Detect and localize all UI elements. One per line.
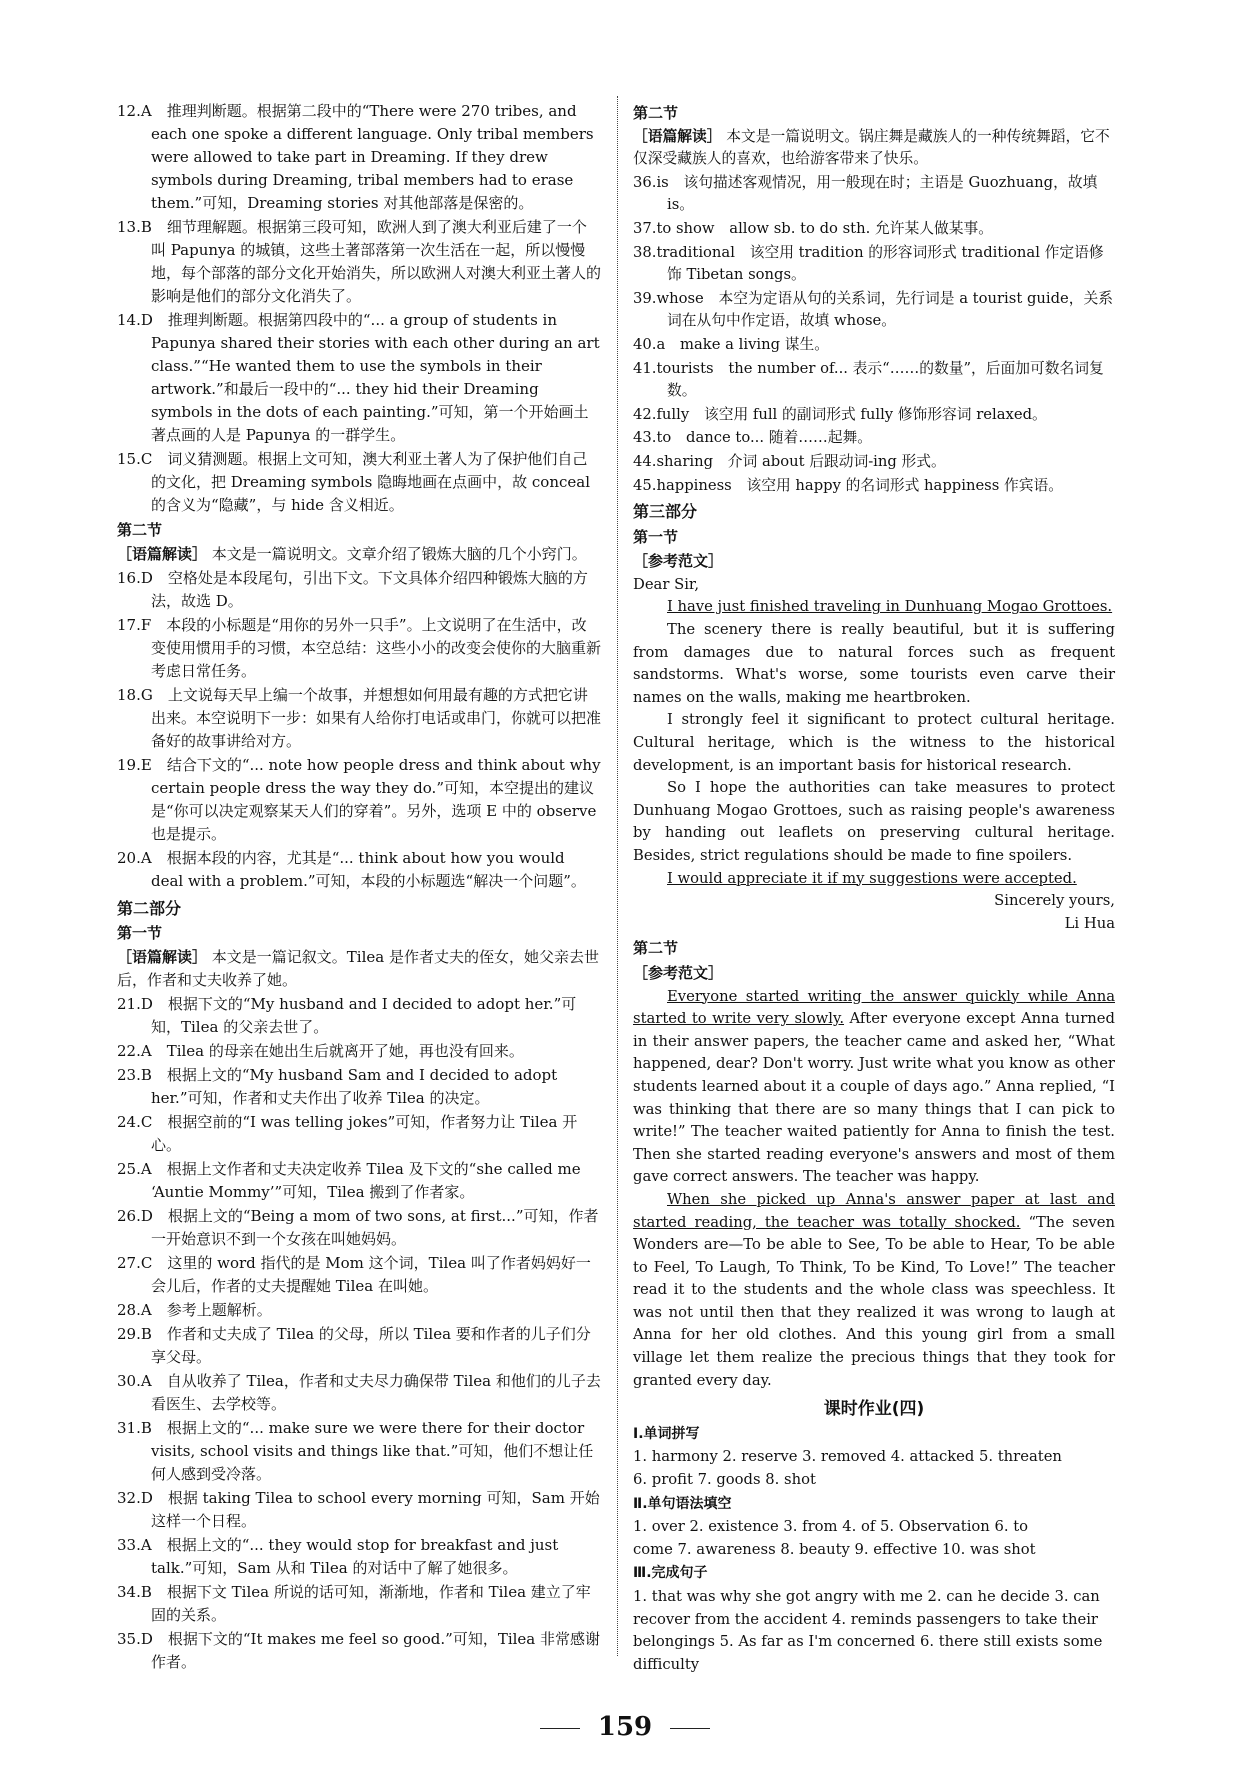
answer-number: 24.C [117, 1113, 153, 1131]
answer-explanation: 根据下文的“It makes me feel so good.”可知，Tilea 非常感谢作者。 [151, 1630, 601, 1671]
answer-number: 42.fully [633, 405, 690, 423]
interpretation-text: 本文是一篇说明文。锅庄舞是藏族人的一种传统舞蹈，它不仅深受藏族人的喜欢，也给游客带来了快乐。 [633, 127, 1110, 168]
answer-item [633, 334, 1115, 357]
answer-item [633, 404, 1115, 427]
answer-explanation: 本段的小标题是“用你的另外一只手”。上文说明了在生活中，改变使用惯用手的习惯，本空总结：这些小小的改变会使你的大脑重新考虑日常任务。 [151, 616, 602, 680]
answer-number: 23.B [117, 1066, 152, 1084]
answer-number: 28.A [117, 1301, 152, 1319]
answer-item [117, 1158, 601, 1204]
story-text: “The seven Wonders are—To be able to See, To be able to Hear, To be able to Feel, To Laugh, To Think, To be Kind, To Love!” The teacher read it to the students and the whole class was speechless. It was not until then that they realized it was wrong to laugh at Anna for her old clothes. And this young girl from a small village let them realize the precious things that they took for granted every day. [633, 1213, 1115, 1389]
answer-number: 36.is [633, 173, 669, 191]
answer-number: 18.G [117, 686, 153, 704]
answer-group-grammar [633, 172, 1115, 497]
answer-item [633, 475, 1115, 498]
letter-closing: Sincerely yours, [994, 892, 1115, 910]
answer-number: 34.B [117, 1583, 152, 1601]
answer-item [117, 1323, 601, 1369]
homework-section-title: Ⅱ.单句语法填空 [633, 1495, 732, 1512]
answer-explanation: 介词 about 后跟动词-ing 形式。 [727, 452, 946, 470]
homework-answer-text: 1. that was why she got angry with me 2. can he decide 3. can recover from the accident 4. reminds passengers to take their belongings 5. As far as I'm concerned 6. there still exists some difficulty [633, 1588, 1103, 1673]
answer-item [117, 1581, 601, 1627]
answer-item [117, 847, 601, 893]
answer-group-seven-choose-five [117, 567, 601, 893]
answer-number: 37.to show [633, 219, 715, 237]
homework-answer-line: 1. harmony 2. reserve 3. removed 4. attacked 5. threaten [633, 1448, 1062, 1466]
answer-number: 22.A [117, 1042, 152, 1060]
interpretation-text: 本文是一篇记叙文。Tilea 是作者丈夫的侄女，她父亲去世后，作者和丈夫收养了她。 [117, 948, 599, 989]
answer-explanation: 细节理解题。根据第三段可知，欧洲人到了澳大利亚后建了一个叫 Papunya 的城镇，这些土著部落第一次生活在一起，所以慢慢地，每个部落的部分文化开始消失，所以欧洲人对澳大利亚土著人的影响是他们的部分文化消失了。 [151, 218, 602, 305]
answer-explanation: 推理判断题。根据第四段中的“... a group of students in Papunya shared their stories with each other during an art class.”“He wanted them to use the symbols in their artwork.”和最后一段中的“... they hid their Dreaming symbols in the dots of each painting.”可知，第一个开始画土著点画的人是 Papunya 的一群学生。 [151, 311, 600, 444]
interpretation-text: 本文是一篇说明文。文章介绍了锻炼大脑的几个小窍门。 [211, 545, 587, 563]
answer-item [633, 358, 1115, 403]
answer-number: 32.D [117, 1489, 153, 1507]
answer-explanation: 该句描述客观情况，用一般现在时；主语是 Guozhuang，故填 is。 [667, 173, 1098, 214]
answer-explanation: allow sb. to do sth. 允许某人做某事。 [729, 219, 993, 237]
section-heading: 第二节 [633, 104, 679, 122]
answer-explanation: 作者和丈夫成了 Tilea 的父母，所以 Tilea 要和作者的儿子们分享父母。 [151, 1325, 591, 1366]
letter-first-sentence [633, 596, 1115, 619]
answer-explanation: Tilea 的母亲在她出生后就离开了她，再也没有回来。 [166, 1042, 524, 1060]
answer-item [633, 242, 1115, 287]
answer-number: 25.A [117, 1160, 152, 1178]
letter-paragraph: The scenery there is really beautiful, but it is suffering from damages due to natural forces such as frequent sandstorms. What's worse, some tourists even carve their names on the walls, making me heartbroken. [633, 621, 1115, 706]
letter-last-sentence [633, 868, 1115, 891]
part-heading: 第二部分 [117, 899, 182, 918]
passage-interpretation [117, 543, 601, 566]
answer-item [117, 1252, 601, 1298]
answer-explanation: 根据上文的“Being a mom of two sons, at first...”可知，作者一开始意识不到一个女孩在叫她妈妈。 [151, 1207, 599, 1248]
answer-explanation: 该空用 tradition 的形容词形式 traditional 作定语修饰 Tibetan songs。 [667, 243, 1104, 284]
story-text: After everyone except Anna turned in their answer papers, the teacher came and asked her, “What happened, dear? Don't worry. Just write what you know as other students learned about it a couple of days ago.” Anna replied, “I was thinking that there are so many things that I can pick to write!” The teacher waited patiently for Anna to finish the test. Then she started reading everyone's answers and most of them gave correct answers. The teacher was happy. [633, 1010, 1115, 1186]
answer-number: 29.B [117, 1325, 152, 1343]
answer-item [633, 218, 1115, 241]
section-heading: 第二节 [633, 939, 679, 958]
letter-paragraph: So I hope the authorities can take measures to protect Dunhuang Mogao Grottoes, such as raising people's awareness by handing out leaflets on preserving cultural heritage. Besides, strict regulations should be made to fine spoilers. [633, 779, 1115, 864]
answer-item [117, 1111, 601, 1157]
answer-explanation: make a living 谋生。 [680, 335, 829, 353]
answer-explanation: 根据下文的“My husband and I decided to adopt her.”可知，Tilea 的父亲去世了。 [151, 995, 577, 1036]
answer-item [117, 1417, 601, 1486]
left-column [117, 100, 601, 1675]
answer-explanation: 自从收养了 Tilea，作者和丈夫尽力确保带 Tilea 和他们的儿子去看医生、去学校等。 [151, 1372, 601, 1413]
answer-number: 41.tourists [633, 359, 714, 377]
answer-explanation: 根据上文的“... make sure we were there for their doctor visits, school visits and things like that.”可知，他们不想让任何人感到受冷落。 [151, 1419, 594, 1483]
answer-number: 45.happiness [633, 476, 732, 494]
underlined-sentence: Everyone started writing the answer quickly while Anna started to write very slowly. [633, 987, 1115, 1028]
homework-section-title: Ⅰ.单词拼写 [633, 1425, 700, 1442]
answer-number: 30.A [117, 1372, 152, 1390]
story-paragraph [633, 986, 1115, 1189]
answer-number: 43.to [633, 429, 672, 447]
answer-number: 31.B [117, 1419, 152, 1437]
answer-explanation: 推理判断题。根据第二段中的“There were 270 tribes, and each one spoke a different language. Only tribal members were allowed to take part in Dreaming. If they drew symbols during Dreaming, tribal members had to erase them.”可知，Dreaming stories 对其他部落是保密的。 [151, 102, 594, 212]
story-paragraph [633, 1189, 1115, 1392]
interpretation-tag: ［语篇解读］ [633, 127, 722, 145]
answer-item [117, 1040, 601, 1063]
answer-number: 17.F [117, 616, 152, 634]
answer-number: 35.D [117, 1630, 153, 1648]
answer-number: 26.D [117, 1207, 153, 1225]
section-heading: 第二节 [117, 521, 163, 539]
letter-paragraph: I strongly feel it significant to protect cultural heritage. Cultural heritage, which is the witness to the historical development, is an important basis for historical research. [633, 711, 1115, 774]
answer-item [633, 451, 1115, 474]
column-divider [617, 96, 618, 1656]
answer-item [117, 993, 601, 1039]
section-heading: 第一节 [117, 924, 163, 942]
answer-explanation: 根据本段的内容，尤其是“... think about how you would deal with a problem.”可知，本段的小标题选“解决一个问题”。 [151, 849, 586, 890]
homework-section-title: Ⅲ.完成句子 [633, 1565, 708, 1582]
answer-item [633, 427, 1115, 450]
answer-item [117, 1534, 601, 1580]
answer-explanation: 空格处是本段尾句，引出下文。下文具体介绍四种锻炼大脑的方法，故选 D。 [151, 569, 588, 610]
homework-answer-line: come 7. awareness 8. beauty 9. effective 10. was shot [633, 1540, 1036, 1558]
answer-item [117, 1064, 601, 1110]
answer-number: 12.A [117, 102, 152, 120]
answer-explanation: 根据 taking Tilea to school every morning 可知，Sam 开始这样一个日程。 [151, 1489, 600, 1530]
answer-item [633, 172, 1115, 217]
answer-item [117, 100, 601, 215]
answer-explanation: 根据上文作者和丈夫决定收养 Tilea 及下文的“she called me ‘Auntie Mommy’”可知，Tilea 搬到了作者家。 [151, 1160, 581, 1201]
answer-item [117, 1205, 601, 1251]
answer-number: 40.a [633, 335, 666, 353]
answer-number: 38.traditional [633, 243, 735, 261]
part-heading: 第三部分 [633, 502, 698, 522]
answer-item [117, 1487, 601, 1533]
answer-explanation: dance to... 随着……起舞。 [686, 429, 872, 447]
answer-explanation: 词义猜测题。根据上文可知，澳大利亚土著人为了保护他们自己的文化，把 Dreaming symbols 隐晦地画在点画中，故 conceal 的含义为“隐藏”，与 hide 含义相近。 [151, 450, 591, 514]
answer-explanation: 上文说每天早上编一个故事，并想想如何用最有趣的方式把它讲出来。本空说明下一步：如果有人给你打电话或串门，你就可以把准备好的故事讲给对方。 [151, 686, 602, 750]
answer-item [117, 684, 601, 753]
answer-number: 19.E [117, 756, 152, 774]
answer-item [633, 288, 1115, 333]
page-number-text: 159 [597, 1712, 653, 1742]
interpretation-tag: ［语篇解读］ [117, 545, 208, 563]
answer-number: 27.C [117, 1254, 153, 1272]
answer-explanation: 根据下文 Tilea 所说的话可知，渐渐地，作者和 Tilea 建立了牢固的关系。 [151, 1583, 591, 1624]
answer-explanation: the number of... 表示“……的数量”，后面加可数名词复数。 [667, 359, 1104, 400]
letter-signature: Li Hua [1064, 914, 1115, 932]
answer-number: 39.whose [633, 289, 704, 307]
page-number-dash [670, 1728, 710, 1729]
answer-explanation: 结合下文的“... note how people dress and think about why certain people dress the way they do.”可知，本空提出的建议是“你可以决定观察某天人们的穿着”。另外，选项 E 中的 observe 也是提示。 [151, 756, 601, 843]
answer-explanation: 该空用 full 的副词形式 fully 修饰形容词 relaxed。 [703, 405, 1047, 423]
answer-group-cloze [117, 993, 601, 1674]
answer-explanation: 根据空前的“I was telling jokes”可知，作者努力让 Tilea 开心。 [151, 1113, 578, 1154]
answer-explanation: 根据上文的“... they would stop for breakfast and just talk.”可知，Sam 从和 Tilea 的对话中了解了她很多。 [151, 1536, 559, 1577]
answer-explanation: 本空为定语从句的关系词，先行词是 a tourist guide，关系词在从句中作定语，故填 whose。 [667, 289, 1114, 330]
answer-item [117, 1299, 601, 1322]
interpretation-tag: ［语篇解读］ [117, 948, 208, 966]
answer-group-reading [117, 100, 601, 517]
underlined-sentence: When she picked up Anna's answer paper at last and started reading, the teacher was totally shocked. [633, 1190, 1115, 1231]
answer-item [117, 1370, 601, 1416]
reference-tag: ［参考范文］ [633, 963, 724, 982]
underlined-sentence: I have just finished traveling in Dunhuang Mogao Grottoes. [667, 598, 1113, 616]
passage-interpretation [633, 126, 1115, 171]
answer-number: 13.B [117, 218, 152, 236]
answer-item [117, 567, 601, 613]
letter-greeting: Dear Sir, [633, 575, 700, 593]
answer-item [117, 754, 601, 846]
answer-number: 16.D [117, 569, 153, 587]
homework-answer-line: 1. over 2. existence 3. from 4. of 5. Observation 6. to [633, 1518, 1029, 1536]
answer-explanation: 参考上题解析。 [166, 1301, 272, 1319]
answer-explanation: 该空用 happy 的名词形式 happiness 作宾语。 [746, 476, 1064, 494]
answer-number: 20.A [117, 849, 152, 867]
story-essay [633, 986, 1115, 1393]
page-number [0, 1712, 1250, 1742]
answer-number: 21.D [117, 995, 153, 1013]
answer-item [117, 448, 601, 517]
page-number-dash [540, 1728, 580, 1729]
answer-number: 33.A [117, 1536, 152, 1554]
reference-tag: ［参考范文］ [633, 552, 724, 571]
answer-number: 15.C [117, 450, 153, 468]
answer-explanation: 根据上文的“My husband Sam and I decided to adopt her.”可知，作者和丈夫作出了收养 Tilea 的决定。 [151, 1066, 558, 1107]
answer-number: 14.D [117, 311, 153, 329]
answer-explanation: 这里的 word 指代的是 Mom 这个词，Tilea 叫了作者妈妈好一会儿后，作者的丈夫提醒她 Tilea 在叫她。 [151, 1254, 591, 1295]
homework-title: 课时作业(四) [823, 1399, 925, 1420]
answer-item [117, 309, 601, 447]
letter-essay [633, 574, 1115, 936]
right-column [633, 100, 1115, 1676]
answer-item [117, 614, 601, 683]
underlined-sentence: I would appreciate it if my suggestions were accepted. [667, 869, 1077, 887]
answer-number: 44.sharing [633, 452, 714, 470]
answer-item [117, 1628, 601, 1674]
homework-answer-line: 6. profit 7. goods 8. shot [633, 1471, 816, 1489]
passage-interpretation [117, 946, 601, 992]
section-heading: 第一节 [633, 527, 679, 546]
answer-item [117, 216, 601, 308]
